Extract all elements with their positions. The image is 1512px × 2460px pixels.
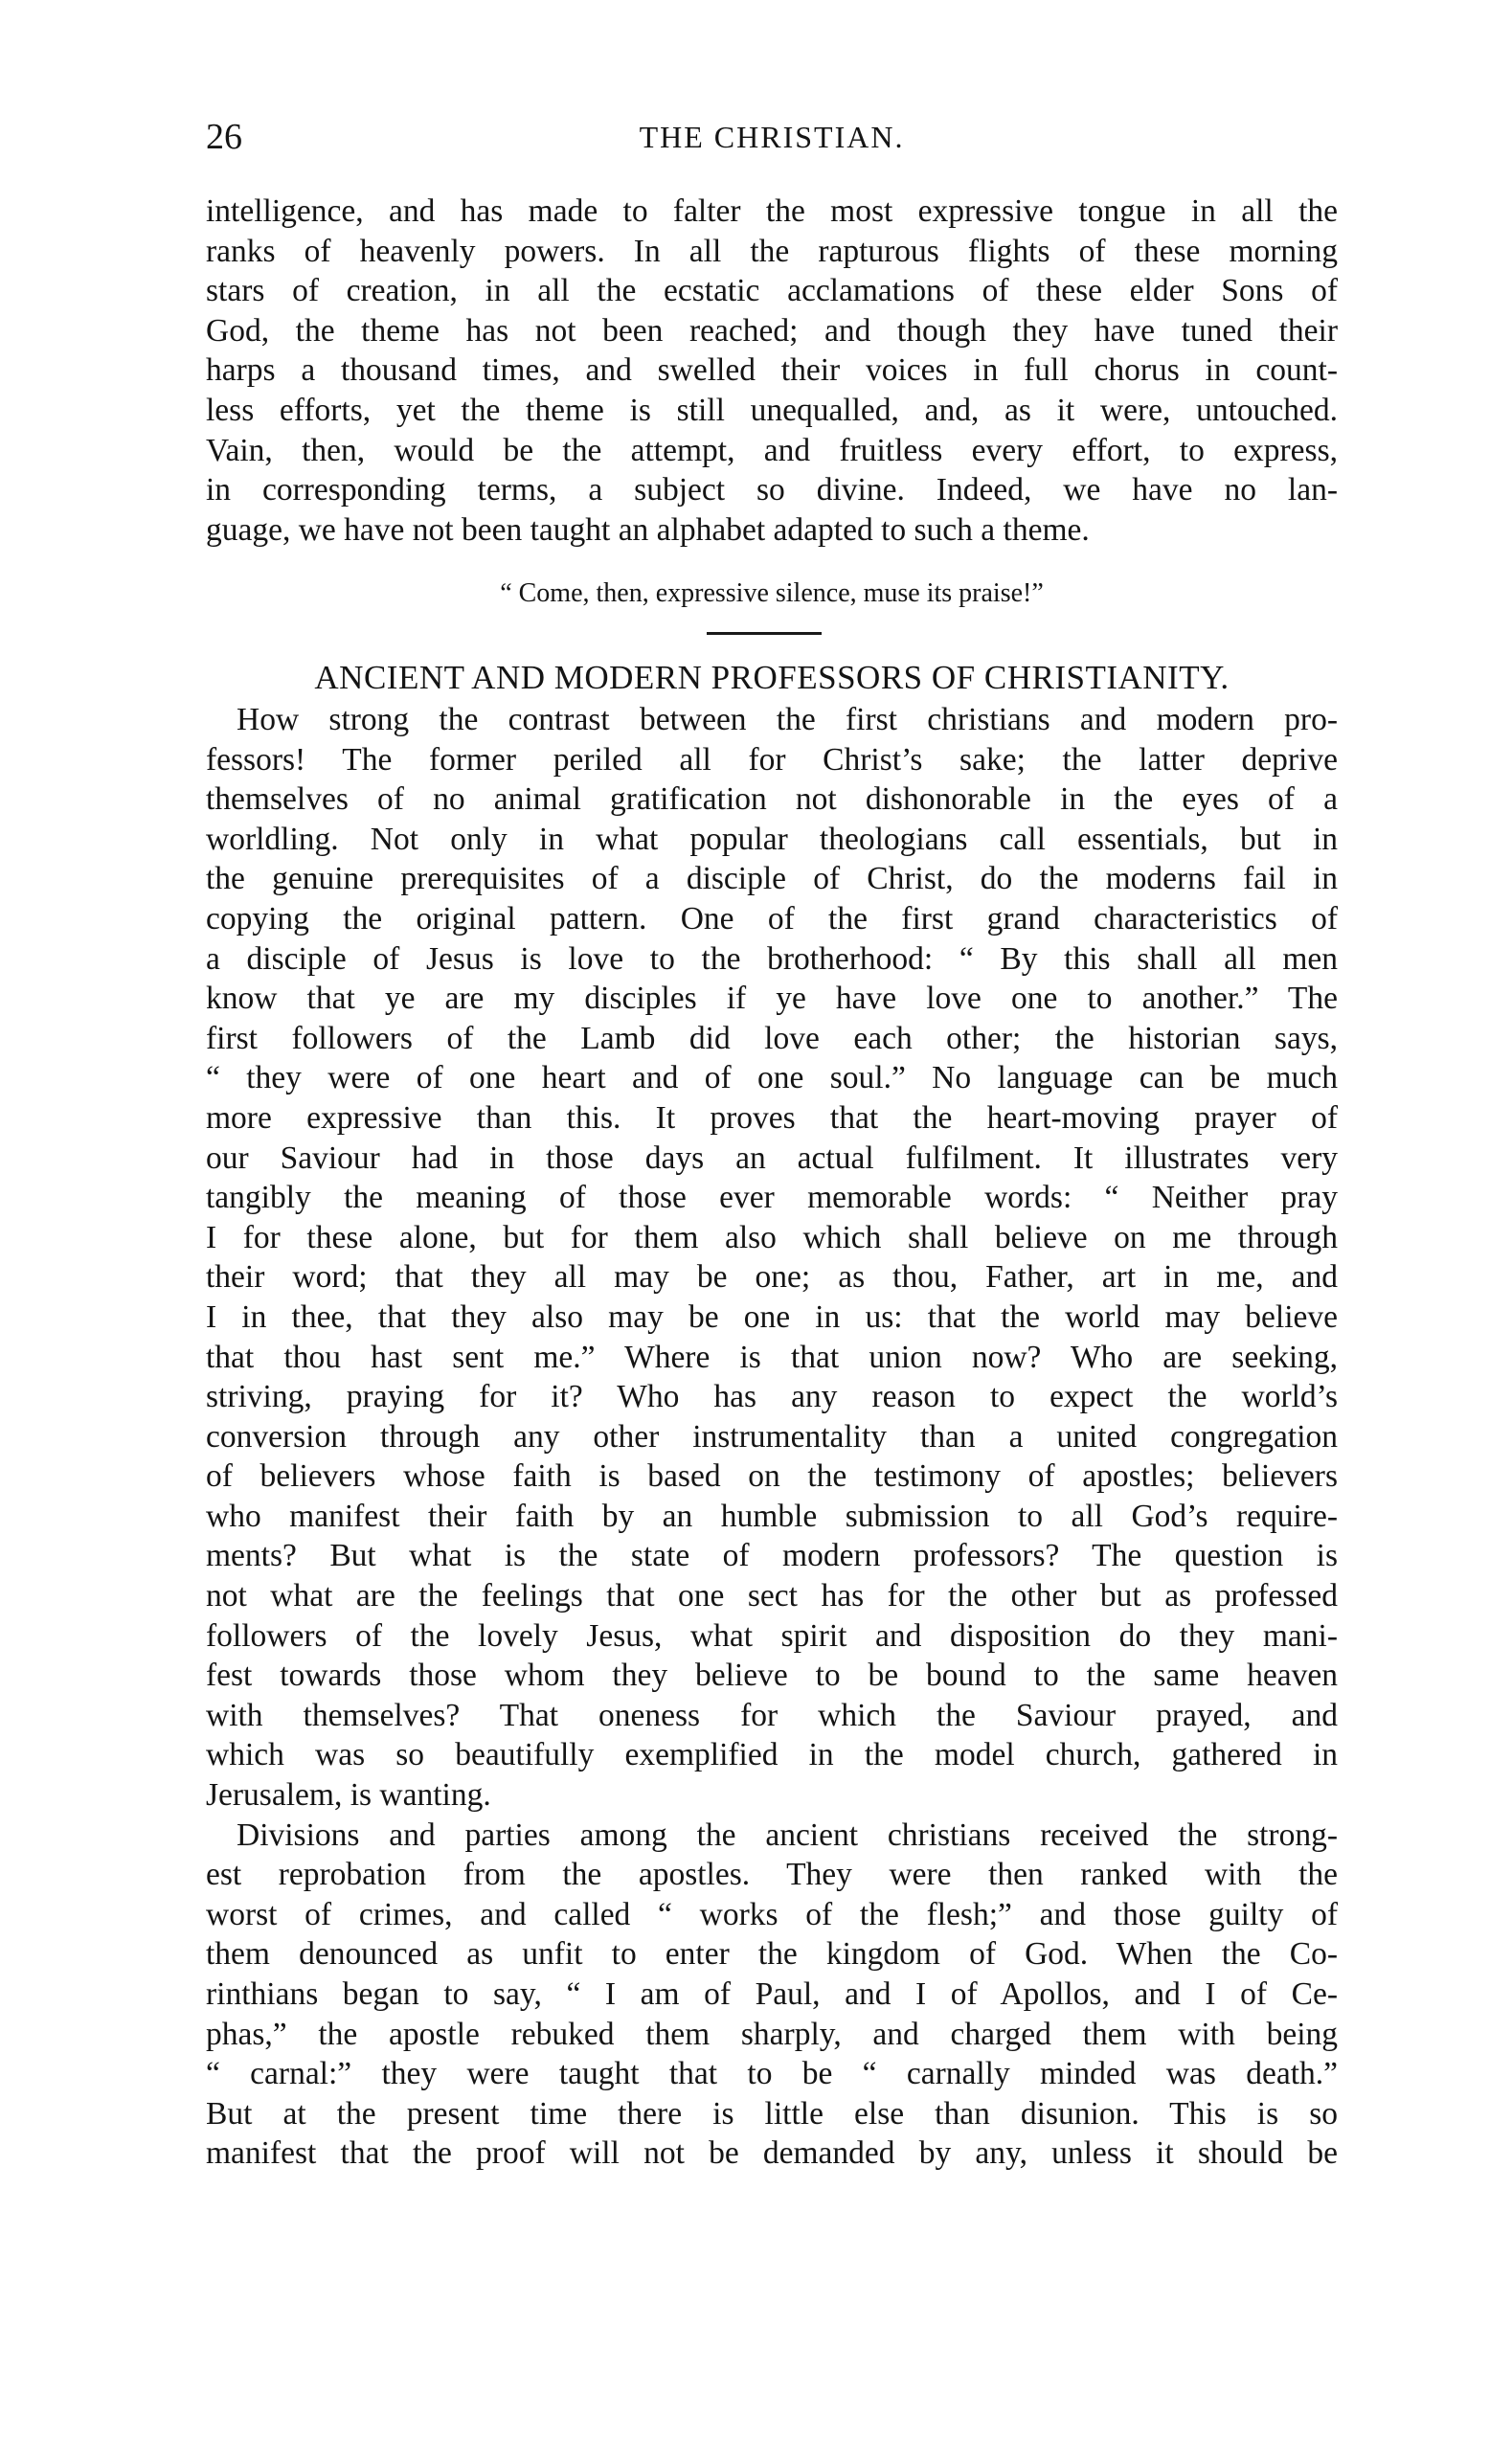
text-line: guage, we have not been taught an alphabet adapted to such a theme. xyxy=(206,511,1090,548)
text-line: manifest that the proof will not be demanded by any, unless it should be xyxy=(206,2135,1338,2172)
text-line: worldling. Not only in what popular theologians call essentials, but in xyxy=(206,821,1338,857)
text-line: with themselves? That oneness for which the Saviour prayed, and xyxy=(206,1697,1338,1733)
text-line: them denounced as unfit to enter the kingdom of God. When the Co- xyxy=(206,1936,1338,1973)
text-line: Divisions and parties among the ancient christians received the strong- xyxy=(237,1817,1338,1853)
text-line: know that ye are my disciples if ye have love one to another.” The xyxy=(206,981,1338,1017)
text-line: I in thee, that they also may be one in us: that the world may believe xyxy=(206,1298,1338,1335)
text-line: Vain, then, would be the attempt, and fruitless every effort, to express, xyxy=(206,432,1338,468)
text-line: “ they were of one heart and of one soul.” No language can be much xyxy=(206,1060,1338,1096)
section-heading: ANCIENT AND MODERN PROFESSORS OF CHRISTIANITY. xyxy=(314,659,1230,696)
text-line: less efforts, yet the theme is still unequalled, and, as it were, untouched. xyxy=(206,392,1338,428)
text-line: Jerusalem, is wanting. xyxy=(206,1777,491,1814)
text-line: more expressive than this. It proves that the heart-moving prayer of xyxy=(206,1099,1338,1136)
text-line: intelligence, and has made to falter the most expressive tongue in all the xyxy=(206,193,1338,229)
text-line: not what are the feelings that one sect has for the other but as professed xyxy=(206,1578,1338,1614)
text-line: our Saviour had in those days an actual fulfilment. It illustrates very xyxy=(206,1140,1338,1176)
text-line: est reprobation from the apostles. They were then ranked with the xyxy=(206,1857,1338,1893)
text-line: fessors! The former periled all for Christ’s sake; the latter deprive xyxy=(206,741,1338,778)
text-line: harps a thousand times, and swelled their voices in full chorus in count- xyxy=(206,352,1338,389)
text-line: that thou hast sent me.” Where is that union now? Who are seeking, xyxy=(206,1339,1338,1375)
text-line: “ carnal:” they were taught that to be “ carnally minded was death.” xyxy=(206,2056,1338,2092)
text-line: stars of creation, in all the ecstatic acclamations of these elder Sons of xyxy=(206,273,1338,309)
opening-paragraph xyxy=(206,192,1338,550)
text-line: which was so beautifully exemplified in the model church, gathered in xyxy=(206,1737,1338,1773)
text-line: tangibly the meaning of those ever memorable words: “ Neither pray xyxy=(206,1180,1338,1216)
section-paragraph-2 xyxy=(206,1816,1338,2174)
text-line: phas,” the apostle rebuked them sharply, and charged them with being xyxy=(206,2016,1338,2052)
text-line: first followers of the Lamb did love each other; the historian says, xyxy=(206,1020,1338,1056)
text-line: How strong the contrast between the first christians and modern pro- xyxy=(237,702,1338,737)
text-line: conversion through any other instrumentality than a united congregation xyxy=(206,1418,1338,1455)
text-line: God, the theme has not been reached; and though they have tuned their xyxy=(206,312,1338,349)
text-line: worst of crimes, and called “ works of the flesh;” and those guilty of xyxy=(206,1896,1338,1932)
text-line: copying the original pattern. One of the first grand characteristics of xyxy=(206,900,1338,937)
text-line: ments? But what is the state of modern professors? The question is xyxy=(206,1538,1338,1574)
text-line: a disciple of Jesus is love to the brotherhood: “ By this shall all men xyxy=(206,940,1338,977)
text-line: who manifest their faith by an humble submission to all God’s require- xyxy=(206,1498,1338,1534)
text-line: followers of the lovely Jesus, what spirit and disposition do they mani- xyxy=(206,1617,1338,1654)
section-divider xyxy=(707,632,822,635)
page-header xyxy=(206,113,1338,161)
running-title: THE CHRISTIAN. xyxy=(639,120,905,154)
text-line: of believers whose faith is based on the testimony of apostles; believers xyxy=(206,1458,1338,1495)
text-line: themselves of no animal gratification not dishonorable in the eyes of a xyxy=(206,781,1338,818)
text-line: I for these alone, but for them also which shall believe on me through xyxy=(206,1219,1338,1255)
text-line: fest towards those whom they believe to be bound to the same heaven xyxy=(206,1658,1338,1694)
page-number: 26 xyxy=(206,117,242,157)
text-line: in corresponding terms, a subject so divine. Indeed, we have no lan- xyxy=(206,472,1338,508)
text-line: the genuine prerequisites of a disciple of Christ, do the moderns fail in xyxy=(206,861,1338,897)
text-line: But at the present time there is little else than disunion. This is so xyxy=(206,2095,1338,2132)
text-line: striving, praying for it? Who has any reason to expect the world’s xyxy=(206,1379,1338,1415)
text-line: rinthians began to say, “ I am of Paul, and I of Apollos, and I of Ce- xyxy=(206,1976,1338,2012)
quote-line: “ Come, then, expressive silence, muse its praise!” xyxy=(500,578,1044,608)
section-body xyxy=(206,700,1338,2174)
text-line: their word; that they all may be one; as thou, Father, art in me, and xyxy=(206,1259,1338,1296)
text-line: ranks of heavenly powers. In all the rapturous flights of these morning xyxy=(206,233,1338,269)
section-paragraph-1 xyxy=(206,700,1338,1816)
